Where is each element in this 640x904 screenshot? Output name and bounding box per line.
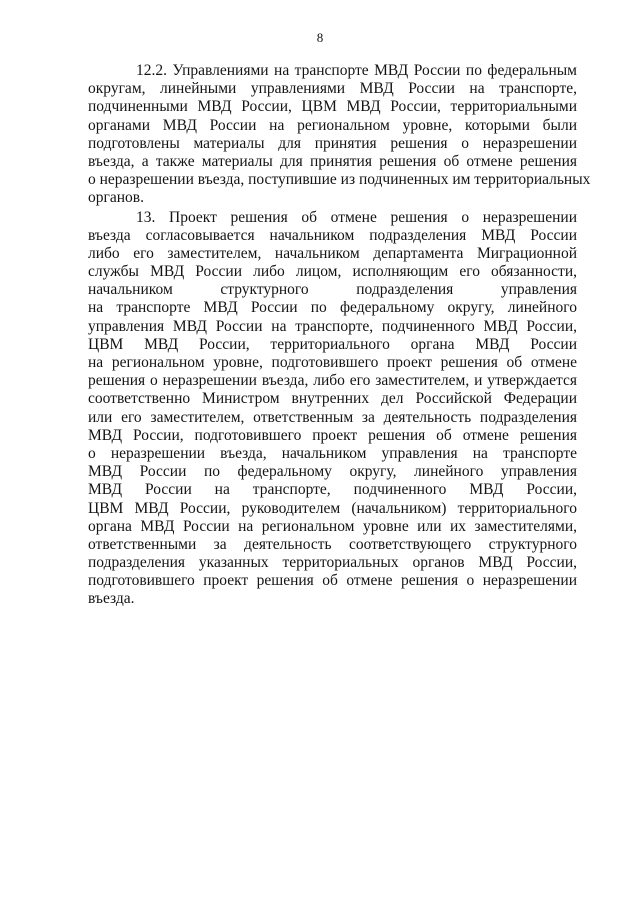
text-line: органов. — [88, 189, 144, 207]
text-line: о неразрешении въезда, поступившие из подчиненных им территориальных — [88, 171, 591, 189]
text-line: МВД России на транспорте, подчиненного МВД России, — [88, 481, 577, 499]
text-line: органа МВД России на региональном уровне или их заместителями, — [88, 517, 577, 535]
text-line: ответственными за деятельность соответствующего структурного — [88, 535, 577, 553]
text-line: въезда. — [88, 590, 135, 608]
paragraph-12-2 — [88, 62, 591, 208]
text-line: въезда, а также материалы для принятия решения об отмене решения — [88, 152, 577, 170]
text-line: на транспорте МВД России по федеральному округу, линейного — [88, 299, 577, 317]
text-line: подготовлены материалы для принятия решения о неразрешении — [88, 134, 577, 152]
text-line: либо его заместителем, начальником департамента Миграционной — [88, 244, 577, 262]
text-line: ЦВМ МВД России, руководителем (начальником) территориального — [88, 499, 577, 517]
text-line: соответственно Министром внутренних дел Российской Федерации — [88, 390, 577, 408]
paragraph-13 — [88, 209, 577, 609]
text-line: о неразрешении въезда, начальником управления на транспорте — [88, 444, 577, 462]
document-body — [88, 62, 591, 609]
text-line: управления МВД России на транспорте, подчиненного МВД России, — [88, 317, 577, 335]
text-line: въезда согласовывается начальником подразделения МВД России — [88, 226, 577, 244]
text-line: начальником структурного подразделения управления — [88, 281, 577, 299]
page-number: 8 — [316, 30, 324, 45]
text-line: органами МВД России на региональном уровне, которыми были — [88, 116, 577, 134]
text-line: МВД России по федеральному округу, линейного управления — [88, 463, 577, 481]
text-line: подразделения указанных территориальных органов МВД России, — [88, 554, 577, 572]
text-line: округам, линейными управлениями МВД России на транспорте, — [88, 80, 577, 98]
text-line: или его заместителем, ответственным за деятельность подразделения — [88, 408, 577, 426]
text-line: подготовившего проект решения об отмене решения о неразрешении — [88, 572, 577, 590]
text-line: на региональном уровне, подготовившего проект решения об отмене — [88, 354, 577, 371]
text-line: подчиненными МВД России, ЦВМ МВД России, территориальными — [88, 98, 577, 116]
text-line: 12.2. Управлениями на транспорте МВД России по федеральным — [136, 62, 577, 79]
text-line: ЦВМ МВД России, территориального органа МВД России — [88, 335, 577, 353]
text-line: 13. Проект решения об отмене решения о неразрешении — [136, 208, 577, 226]
text-line: решения о неразрешении въезда, либо его заместителем, и утверждается — [88, 372, 577, 390]
text-line: МВД России, подготовившего проект решения об отмене решения — [88, 426, 577, 444]
text-line: службы МВД России либо лицом, исполняющим его обязанности, — [88, 263, 577, 281]
